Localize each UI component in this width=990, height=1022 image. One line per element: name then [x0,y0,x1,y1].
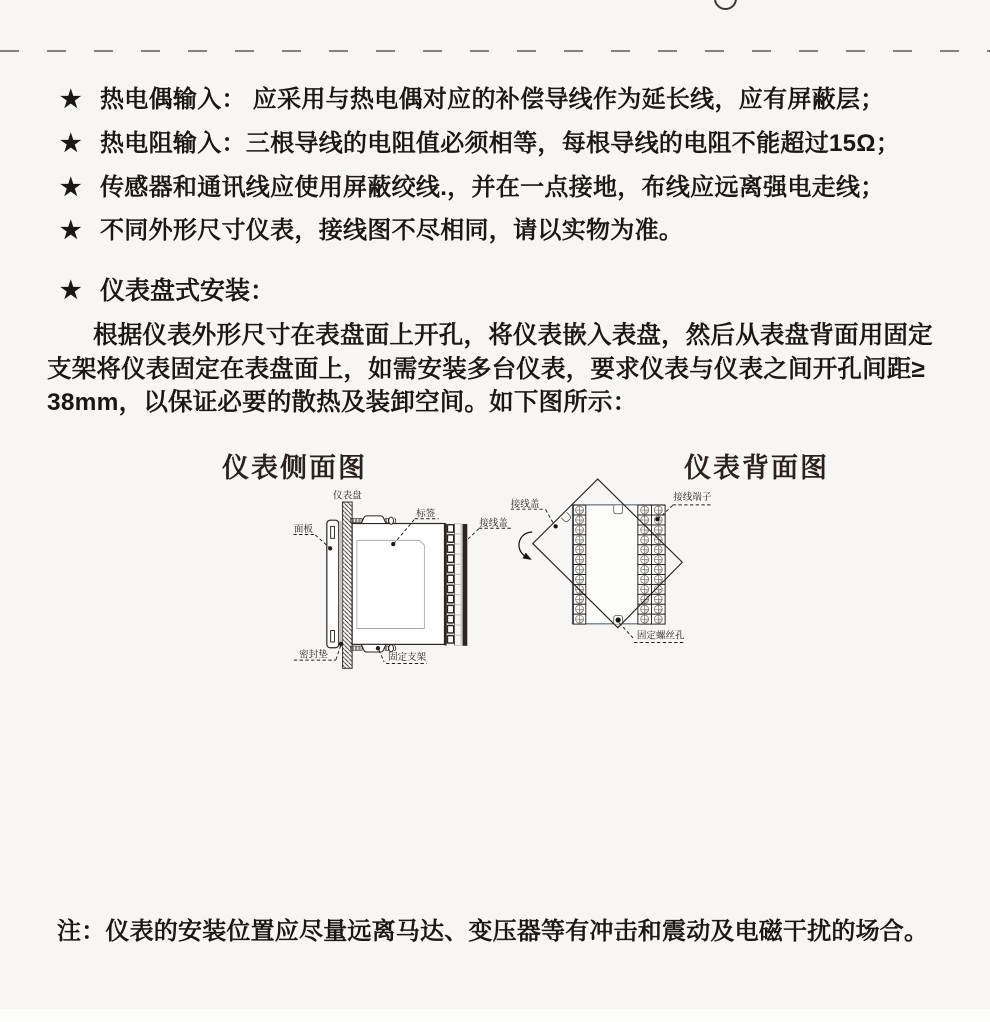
dashed-separator [0,50,990,52]
installation-note: 注：仪表的安装位置应尽量远离马达、变压器等有冲击和震动及电磁干扰的场合。 [57,918,929,945]
bullet-shielded-wire [60,173,885,202]
side-view-title: 仪表侧面图 [222,453,367,483]
back-view-diagram [511,479,713,642]
bezel-clip-bottom [331,631,335,642]
star-icon: ★ [60,174,82,201]
bullet-text: 传感器和通讯线应使用屏蔽绞线.，并在一点接地，布线应远离强电走线； [100,174,885,201]
paragraph-line: 38mm，以保证必要的散热及装卸空间。如下图所示： [47,389,638,416]
star-icon: ★ [60,86,82,113]
page-number-circle [714,0,737,10]
screw-hole-tab-top [614,505,623,513]
terminal-cover-label: 接线盖 [479,517,508,529]
section-header-panel-mount [60,276,275,306]
bullet-text: 不同外形尺寸仪表，接线图不尽相同，请以实物为准。 [100,217,684,244]
paragraph-line: 根据仪表外形尺寸在表盘面上开孔，将仪表嵌入表盘，然后从表盘背面用固定 [93,322,933,349]
star-icon: ★ [60,277,82,304]
rotate-arrow-icon [519,532,532,560]
top-bracket [351,516,396,524]
paragraph-line: 支架将仪表固定在表盘面上，如需安装多台仪表，要求仪表与仪表之间开孔间距≥ [47,355,926,383]
bullet-text: 热电阻输入：三根导线的电阻值必须相等，每根导线的电阻不能超过15Ω； [100,130,901,157]
bullet-thermocouple [60,85,885,114]
front-panel-label: 面板 [293,524,313,536]
panel-label: 仪表盘 [333,490,362,502]
bezel-clip-top [331,526,335,538]
side-view-diagram [293,490,510,669]
terminal-cover-bar [463,524,468,646]
bullet-text: 热电偶输入： 应采用与热电偶对应的补偿导线作为延长线，应有屏蔽层； [100,86,885,113]
fixing-screw-hole-label: 固定螺丝孔 [636,630,685,642]
front-panel-bezel [327,520,339,648]
star-icon: ★ [60,130,82,157]
page-bottom-strip [0,1009,990,1022]
bullet-wiring-diagram [60,216,683,245]
seal-gasket-strip [339,521,342,647]
fixing-bracket-label: 固定支架 [387,652,427,664]
star-icon: ★ [60,217,82,244]
terminal-cover-label: 接线盖 [510,498,540,510]
bullet-rtd [60,129,900,158]
installation-diagrams [0,470,990,900]
label-plate [357,540,424,628]
seal-gasket-label: 密封垫 [299,649,328,661]
installation-paragraph [47,319,962,420]
terminals-label: 接线端子 [673,492,712,504]
section-title: 仪表盘式安装： [100,277,276,305]
label-tag-label: 标签 [416,508,436,520]
back-view-title: 仪表背面图 [684,453,829,483]
mounting-panel [343,502,353,668]
bottom-bracket [351,644,396,652]
